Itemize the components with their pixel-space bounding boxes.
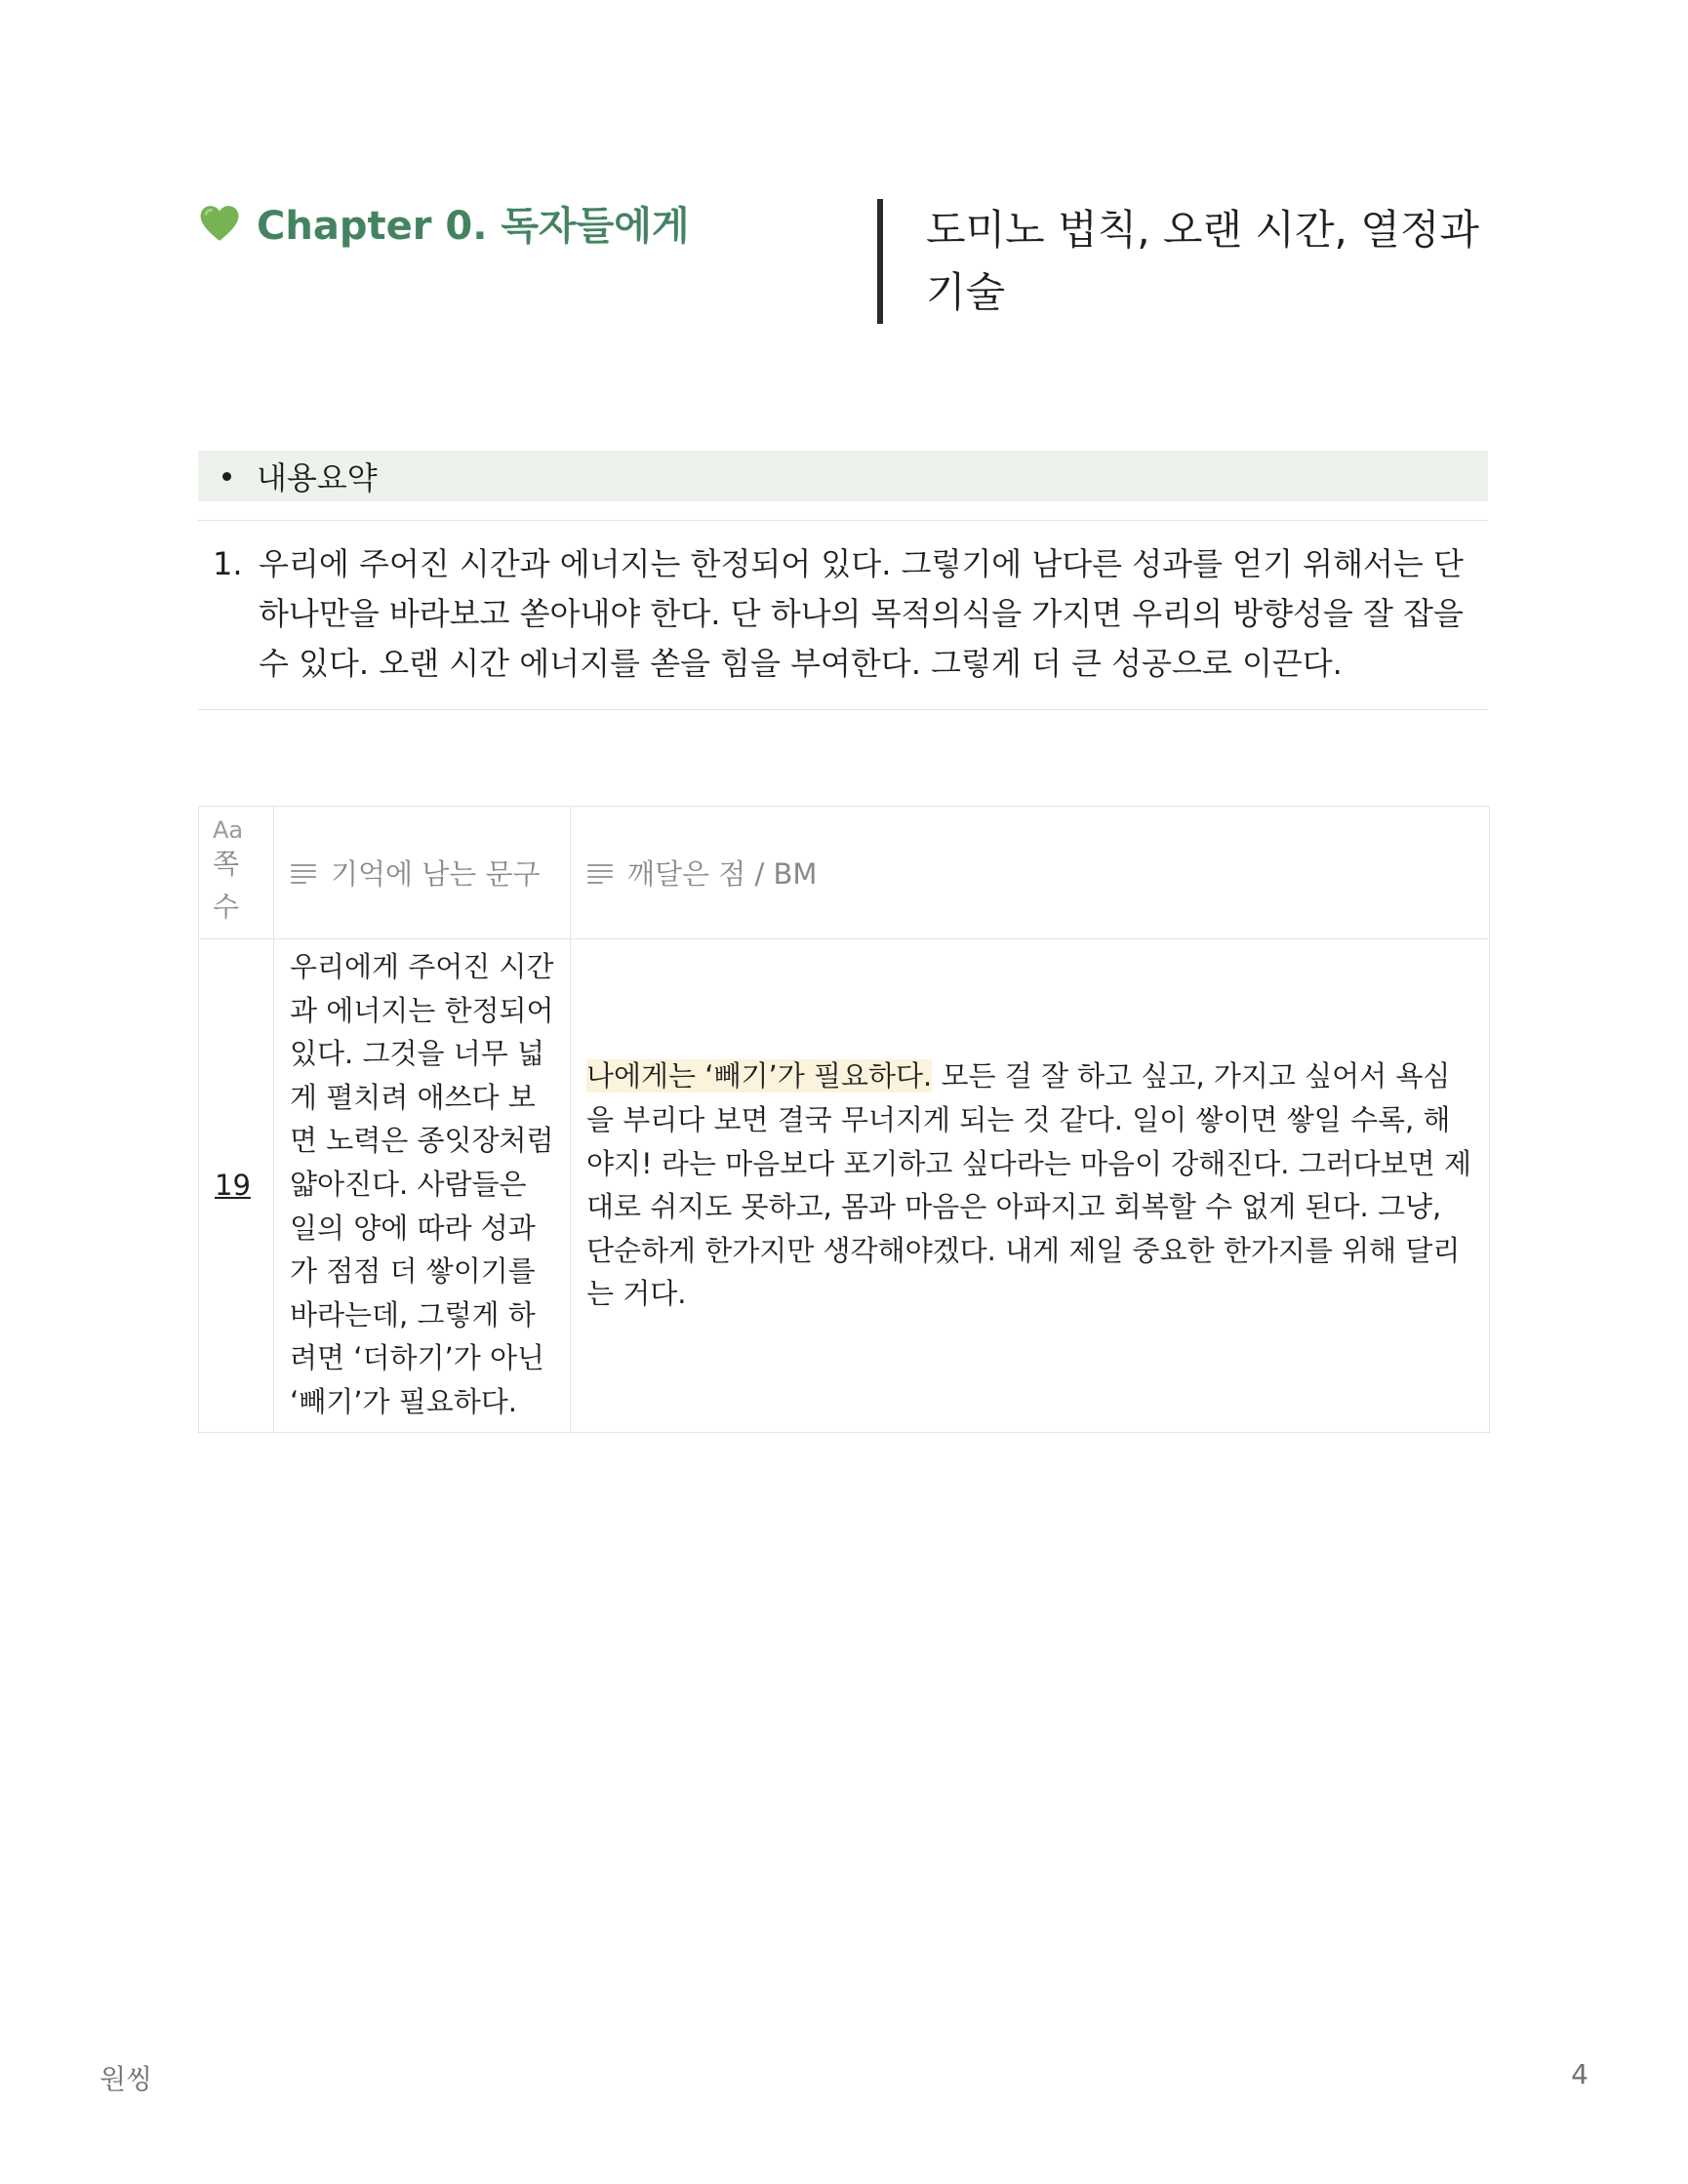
summary-toggle-label: 내용요약: [257, 459, 378, 496]
divider: [198, 520, 1488, 521]
text-lines-icon: [586, 861, 614, 885]
text-lines-icon: [290, 861, 317, 885]
cell-quote: 우리에게 주어진 시간과 에너지는 한정되어 있다. 그것을 너무 넓게 펼치려 애쓰다 보면 노력은 종잇장처럼 얇아진다. 사람들은 일의 양에 따라 성과가 점점 더 쌓이기를 바라는데, 그렇게 하려면 ‘더하기’가 아닌 ‘빼기’가 필요하다.: [274, 939, 571, 1433]
highlighted-text: 나에게는 ‘빼기’가 필요하다.: [586, 1059, 933, 1093]
table-row: [199, 939, 1490, 1433]
summary-text: 우리에 주어진 시간과 에너지는 한정되어 있다. 그렇기에 남다른 성과를 얻기 위해서는 단 하나만을 바라보고 쏟아내야 한다. 단 하나의 목적의식을 가지면 우리의 방향성을 잘 잡을 수 있다. 오랜 시간 에너지를 쏟을 힘을 부여한다. 그렇게 더 큰 성공으로 이끈다.: [259, 545, 1464, 682]
cell-page: [199, 939, 274, 1433]
bullet-icon: [222, 472, 231, 481]
table-header-row: [199, 807, 1490, 939]
divider: [198, 709, 1488, 710]
summary-list-item: [198, 539, 1488, 689]
footer-page-number: 4: [1571, 2058, 1588, 2090]
footer-book-title: 원씽: [100, 2063, 153, 2095]
chapter-title-text: Chapter 0. 독자들에게: [257, 204, 690, 249]
notes-table: [198, 806, 1490, 1433]
column-header-quote-label: 기억에 남는 문구: [331, 857, 541, 891]
column-header-page[interactable]: [199, 807, 274, 939]
list-number: 1.: [213, 545, 243, 582]
green-heart-icon: [198, 202, 241, 245]
title-property-icon: Aa: [213, 815, 244, 844]
summary-toggle[interactable]: [198, 451, 1488, 501]
bm-text: 모든 걸 잘 하고 싶고, 가지고 싶어서 욕심을 부리다 보면 결국 무너지게 되는 것 같다. 일이 쌓이면 쌓일 수록, 해야지! 라는 마음보다 포기하고 싶다라는 마음이 강해진다. 그러다보면 제대로 쉬지도 못하고, 몸과 마음은 아파지고 회복할 수 없게 된다. 그냥, 단순하게 한가지만 생각해야겠다. 내게 제일 중요한 한가지를 위해 달리는 거다.: [586, 1059, 1471, 1311]
chapter-title: [198, 195, 690, 251]
cell-bm: [571, 939, 1490, 1433]
page-link[interactable]: 19: [215, 1168, 251, 1202]
column-header-bm[interactable]: [571, 807, 1490, 939]
chapter-header: [198, 195, 1488, 332]
column-header-page-label: 쪽수: [213, 847, 240, 923]
column-header-quote[interactable]: [274, 807, 571, 939]
chapter-quote: 도미노 법칙, 오랜 시간, 열정과 기술: [877, 199, 1521, 324]
column-header-bm-label: 깨달은 점 / BM: [627, 857, 818, 891]
